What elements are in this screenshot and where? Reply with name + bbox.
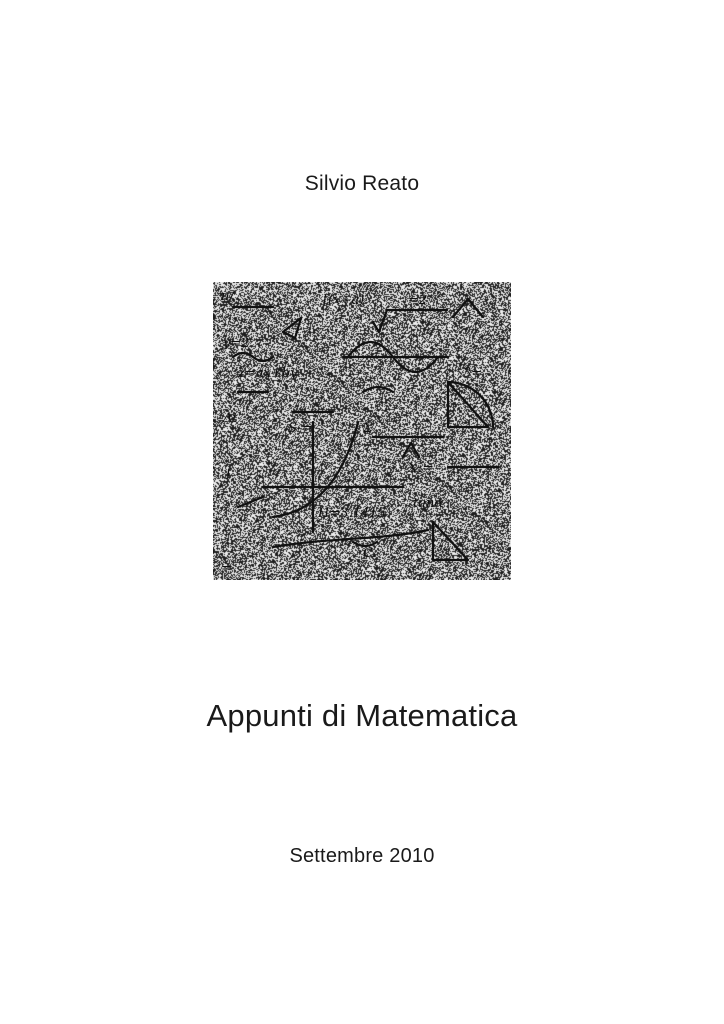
svg-text:z=ax+by: z=ax+by [238, 366, 298, 381]
svg-text:y=2: y=2 [223, 336, 250, 351]
svg-text:Σ: Σ [363, 421, 373, 436]
svg-text:X₁=: X₁= [408, 461, 434, 476]
handwritten-formulas-icon [213, 282, 511, 580]
svg-text:π/: π/ [221, 289, 234, 304]
svg-text:H=3.1415: H=3.1415 [318, 506, 386, 521]
document-title: Appunti di Matematica [206, 698, 518, 733]
svg-text:=: = [221, 561, 232, 576]
author-name: Silvio Reato [304, 172, 420, 195]
math-formulas-image [213, 282, 511, 580]
svg-text:Sₙ=: Sₙ= [288, 421, 314, 436]
svg-text:3=: 3= [463, 366, 483, 381]
publication-date: Settembre 2010 [289, 845, 435, 867]
svg-text:Cᵢ: Cᵢ [363, 546, 376, 561]
svg-text:[(x+a): [(x+a) [323, 293, 365, 308]
svg-text:∫: ∫ [225, 466, 232, 481]
svg-text:tanα: tanα [413, 496, 444, 511]
svg-text:Δt: Δt [223, 411, 238, 426]
svg-text:=2: =2 [408, 293, 428, 308]
